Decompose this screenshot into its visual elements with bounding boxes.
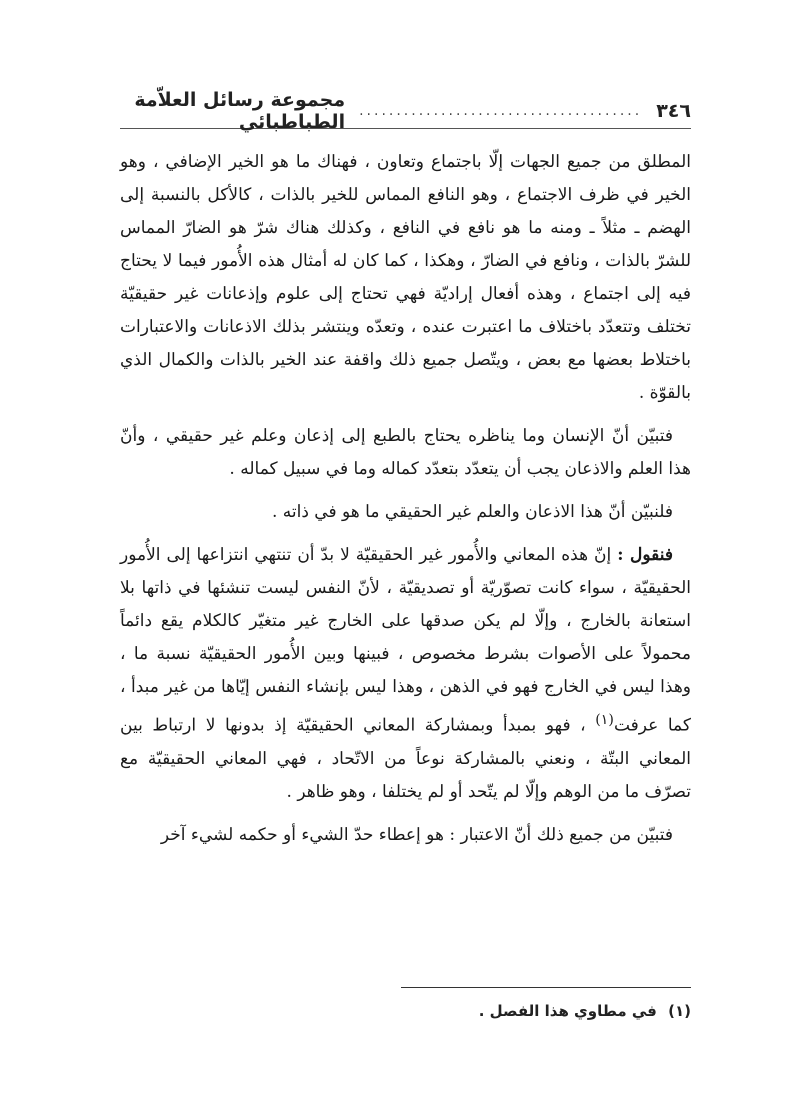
paragraph-4-text: إنّ هذه المعاني والأُمور غير الحقيقيّة لا بدّ أن تنتهي انتزاعها إلى الأُمور الحقيقيّة ، سواء كانت تصوّريّة أو تصديقيّة ، لأنّ النفس ليست تنشئها في ذاتها بلا استعانة بالخارج ، وإلّا لم يكن صدقها على الخارج غير متغيّر كالكلام يقع دائماً محمولاً على الأصوات بشرط مخصوص ، فبينها وبين الأُمور الحقيقيّة نسبة ما ، وهذا ليس في الخارج فهو في الذهن ، وهذا ليس بإنشاء النفس إيّاها من غير مبدأ ، كما عرفت [120, 545, 691, 736]
footnote-divider [401, 987, 691, 988]
footnote-text: في مطاوي هذا الفصل . [478, 1002, 657, 1020]
paragraph-4-rest: ، فهو بمبدأ وبمشاركة المعاني الحقيقيّة إذ بدونها لا ارتباط بين المعاني البتّة ، ونعني بالمشاركة نوعاً من الاتّحاد ، فهي المعاني الحقيقيّة مع تصرّف ما من الوهم وإلّا لم يتّحد أو لم يختلفا ، وهو ظاهر . [120, 715, 691, 802]
paragraph-1: المطلق من جميع الجهات إلّا باجتماع وتعاون ، فهناك ما هو الخير الإضافي ، وهو الخير في ظرف الاجتماع ، وهو النافع المماس للخير بالذات ، كالأكل بالنسبة إلى الهضم ـ مثلاً ـ ومنه ما هو نافع في النافع ، وكذلك هناك شرّ هو الضارّ المماس للشرّ بالذات ، ونافع في الضارّ ، وهكذا ، كما كان له أمثال هذه الأُمور فيما لا يحتاج فيه إلى اجتماع ، وهذه أفعال إراديّة فهي تحتاج إلى علوم وإذعانات غير حقيقيّة تختلف وتتعدّد باختلاف ما اعتبرت عنده ، وتعدّه وينتشر بذلك الاذعانات والاعتبارات باختلاط بعضها مع بعض ، ويتّصل جميع ذلك واقفة عند الخير بالذات والكمال الذي بالقوّة . [120, 152, 691, 403]
paragraph-4 [120, 539, 691, 809]
footnote-reference[interactable]: (١) [595, 712, 614, 728]
main-text [120, 146, 691, 862]
footnote-marker: (١) [668, 1002, 691, 1020]
paragraph-5: فتبيّن من جميع ذلك أنّ الاعتبار : هو إعطاء حدّ الشيء أو حكمه لشيء آخر [160, 824, 673, 845]
footnote [300, 1002, 691, 1020]
paragraph-2: فتبيّن أنّ الإنسان وما يناظره يحتاج بالطبع إلى إذعان وعلم غير حقيقي ، وأنّ هذا العلم والاذعان يجب أن يتعدّد بتعدّد كماله وما في سبيل كماله . [120, 426, 691, 479]
book-title: مجموعة رسائل العلاّمة الطباطبائي [134, 89, 346, 133]
paragraph-3: فلنبيّن أنّ هذا الاذعان والعلم غير الحقيقي ما هو في ذاته . [271, 502, 673, 522]
leader-dots: ...................................... [359, 103, 643, 119]
lead-word: فنقول : [617, 545, 673, 565]
page-number: ٣٤٦ [656, 100, 691, 122]
running-header [120, 89, 691, 133]
